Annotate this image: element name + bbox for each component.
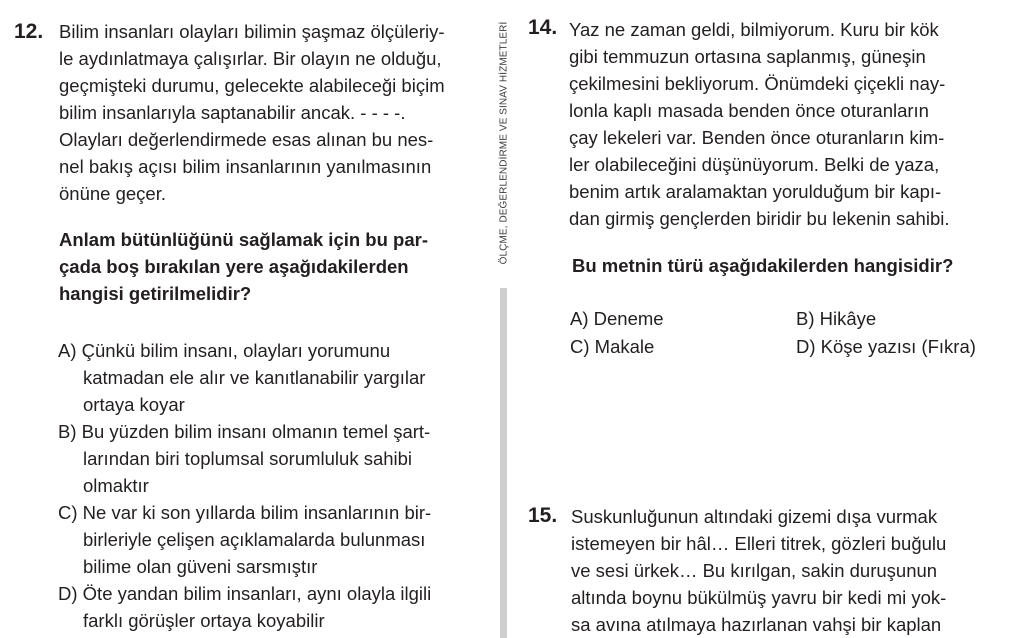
option-line: D) Öte yandan bilim insanları, aynı olayla ilgili [58, 583, 432, 604]
option-c[interactable] [58, 499, 431, 580]
stem-line: Bilim insanları olayları bilimin şaşmaz ölçüleriy- [59, 21, 445, 42]
stem-line: önüne geçer. [59, 183, 166, 204]
option-d[interactable] [58, 580, 431, 634]
stem-line: le aydınlatmaya çalışırlar. Bir olayın ne olduğu, [59, 48, 442, 69]
stem-line: Suskunluğunun altındaki gizemi dışa vurmak [571, 506, 938, 527]
option-line: C) Ne var ki son yıllarda bilim insanlarının bir- [58, 502, 432, 523]
stem-line: sa avına atılmaya hazırlanan vahşi bir kaplan [571, 614, 942, 635]
question-number: 15. [528, 504, 558, 527]
option-c[interactable]: C) Makale [570, 336, 655, 357]
option-a[interactable] [58, 337, 425, 418]
stem-line: bilim insanlarıyla saptanabilir ancak. - - - -. [59, 102, 406, 123]
option-d[interactable]: D) Köşe yazısı (Fıkra) [796, 336, 976, 357]
option-a[interactable]: A) Deneme [570, 308, 664, 329]
stem-line: ve sesi ürkek… Bu kırılgan, sakin duruşunun [571, 560, 938, 581]
stem-line: çekilmesini bekliyorum. Önümdeki çiçekli nay- [569, 73, 946, 94]
option-line: A) Çünkü bilim insanı, olayları yorumunu [58, 340, 391, 361]
prompt-line: Bu metnin türü aşağıdakilerden hangisidir? [572, 255, 954, 276]
stem-line: Yaz ne zaman geldi, bilmiyorum. Kuru bir kök [569, 19, 939, 40]
stem-line: altında boynu bükülmüş yavru bir kedi mi yok- [571, 587, 947, 608]
option-b[interactable] [58, 418, 430, 499]
option-line: katmadan ele alır ve kanıtlanabilir yargılar [83, 367, 426, 388]
question-number: 14. [528, 16, 558, 39]
prompt-line: çada boş bırakılan yere aşağıdakilerden [59, 256, 409, 277]
stem-line: dan girmiş gençlerden biridir bu lekenin sahibi. [569, 208, 950, 229]
option-line: birleriyle çelişen açıklamalarda bulunması [83, 529, 426, 550]
prompt-line: Anlam bütünlüğünü sağlamak için bu par- [59, 229, 428, 250]
option-line: farklı görüşler ortaya koyabilir [83, 610, 325, 631]
option-line: olmaktır [83, 475, 149, 496]
question-prompt [59, 226, 428, 307]
column-divider [500, 288, 507, 638]
options-grid [570, 305, 1010, 365]
stem-line: çay lekeleri var. Benden önce oturanların kim- [569, 127, 945, 148]
question-number: 12. [14, 20, 44, 43]
question-stem [569, 16, 950, 232]
option-b[interactable]: B) Hikâye [796, 308, 877, 329]
question-stem [59, 18, 445, 207]
stem-line: ler olabileceğini düşünüyorum. Belki de yaza, [569, 154, 940, 175]
option-line: B) Bu yüzden bilim insanı olmanın temel şart- [58, 421, 431, 442]
option-line: ortaya koyar [83, 394, 185, 415]
option-line: bilime olan güveni sarsmıştır [83, 556, 318, 577]
divider-label [498, 4, 510, 282]
option-line: larından biri toplumsal sorumluluk sahibi [83, 448, 413, 469]
prompt-line: hangisi getirilmelidir? [59, 283, 252, 304]
stem-line: geçmişteki durumu, gelecekte alabileceği biçim [59, 75, 445, 96]
stem-line: gibi temmuzun ortasına saplanmış, güneşin [569, 46, 926, 67]
stem-line: nel bakış açısı bilim insanlarının yanılmasının [59, 156, 432, 177]
stem-line: lonla kaplı masada benden önce oturanların [569, 100, 929, 121]
question-prompt [572, 252, 953, 279]
stem-line: Olayları değerlendirmede esas alınan bu nes- [59, 129, 434, 150]
stem-line: benim artık aralamaktan yorulduğum bir kapı- [569, 181, 942, 202]
question-stem [571, 503, 946, 638]
stem-line: istemeyen bir hâl… Elleri titrek, gözleri buğulu [571, 533, 947, 554]
divider-label-text: ÖLÇME, DEĞERLENDİRME VE SINAV HİZMETLERİ [498, 21, 510, 265]
